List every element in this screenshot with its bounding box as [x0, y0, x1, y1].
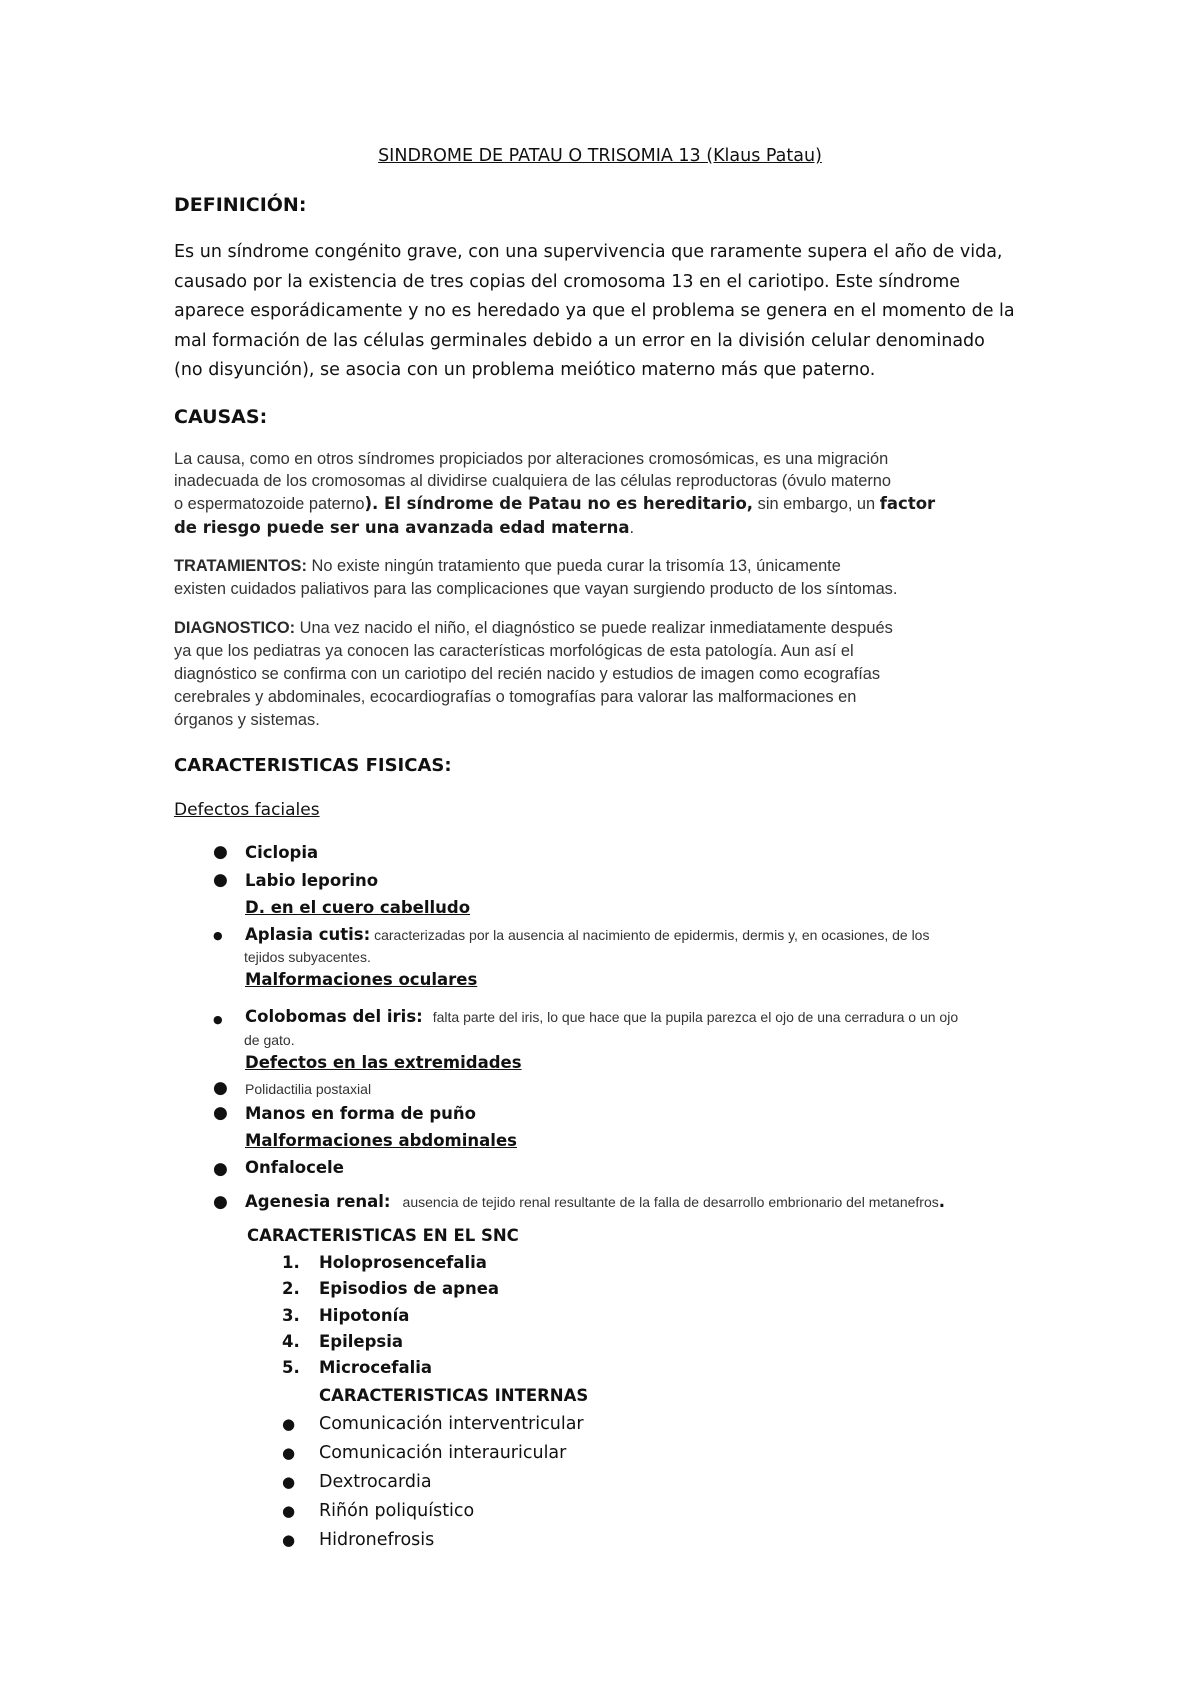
- list-item: Labio leporino: [245, 871, 379, 890]
- bullet-icon: ●: [213, 1013, 223, 1026]
- tratamientos-line: [174, 557, 841, 576]
- list-number: 1.: [282, 1253, 300, 1272]
- coloboma-desc-cont: de gato.: [244, 1032, 295, 1048]
- tratamientos-text: No existe ningún tratamiento que pueda curar la trisomía 13, únicamente: [306, 557, 841, 575]
- aplasia-desc: caracterizadas por la ausencia al nacimiento de epidermis, dermis y, en ocasiones, de los: [370, 927, 930, 943]
- list-number: 5.: [282, 1358, 300, 1377]
- tratamientos-label: TRATAMIENTOS:: [174, 557, 307, 575]
- causas-text: .: [629, 519, 635, 537]
- snc-item: Hipotonía: [319, 1306, 410, 1325]
- defectos-faciales-subheading: Defectos faciales: [174, 800, 320, 820]
- agenesia-end: .: [938, 1192, 946, 1211]
- definicion-line: aparece esporádicamente y no es heredado ya que el problema se genera en el momento de la: [174, 301, 1015, 321]
- bullet-icon: ●: [282, 1415, 296, 1433]
- list-number: 2.: [282, 1279, 300, 1298]
- definicion-line: mal formación de las células germinales debido a un error en la división celular denominado: [174, 331, 985, 351]
- causas-line: inadecuada de los cromosomas al dividirse cualquiera de las células reproductoras (óvulo materno: [174, 472, 892, 490]
- document-title: SINDROME DE PATAU O TRISOMIA 13 (Klaus Patau): [378, 146, 822, 166]
- bullet-icon: ●: [282, 1502, 296, 1520]
- bullet-icon: ●: [213, 870, 228, 890]
- coloboma-label: Colobomas del iris:: [245, 1007, 423, 1026]
- diagnostico-text: Una vez nacido el niño, el diagnóstico se puede realizar inmediatamente después: [295, 619, 893, 637]
- diagnostico-label: DIAGNOSTICO:: [174, 619, 296, 637]
- causas-text: sin embargo, un: [753, 495, 880, 513]
- coloboma-desc: falta parte del iris, lo que hace que la pupila parezca el ojo de una cerradura o un ojo: [432, 1009, 959, 1025]
- bullet-icon: ●: [282, 1473, 296, 1491]
- definicion-line: causado por la existencia de tres copias del cromosoma 13 en el cariotipo. Este síndrome: [174, 272, 961, 292]
- bullet-icon: ●: [213, 929, 223, 942]
- internas-heading: CARACTERISTICAS INTERNAS: [319, 1386, 589, 1405]
- diagnostico-line: cerebrales y abdominales, ecocardiografías o tomografías para valorar las malformaciones en: [174, 688, 857, 706]
- bullet-icon: ●: [282, 1444, 296, 1462]
- list-item: Manos en forma de puño: [245, 1104, 476, 1123]
- definicion-line: Es un síndrome congénito grave, con una supervivencia que raramente supera el año de vida,: [174, 242, 1003, 262]
- internas-item: Comunicación interventricular: [319, 1414, 584, 1434]
- list-item: Ciclopia: [245, 843, 319, 862]
- diagnostico-line: [174, 619, 893, 638]
- snc-item: Epilepsia: [319, 1332, 404, 1351]
- bullet-icon: ●: [213, 842, 228, 862]
- aplasia-label: Aplasia cutis:: [245, 925, 371, 944]
- causas-heading: CAUSAS:: [174, 406, 268, 428]
- diagnostico-line: órganos y sistemas.: [174, 711, 320, 729]
- list-item: Onfalocele: [245, 1158, 344, 1177]
- internas-item: Hidronefrosis: [319, 1530, 435, 1550]
- list-item: [245, 1007, 958, 1026]
- agenesia-label: Agenesia renal:: [245, 1192, 391, 1211]
- diagnostico-line: diagnóstico se confirma con un cariotipo del recién nacido y estudios de imagen como ecografías: [174, 665, 881, 683]
- bullet-icon: ●: [213, 1078, 228, 1098]
- definicion-line: (no disyunción), se asocia con un problema meiótico materno más que paterno.: [174, 360, 876, 380]
- internas-item: Dextrocardia: [319, 1472, 432, 1492]
- definicion-heading: DEFINICIÓN:: [174, 194, 307, 216]
- causas-line: La causa, como en otros síndromes propiciados por alteraciones cromosómicas, es una migración: [174, 450, 889, 468]
- list-item: [245, 925, 929, 944]
- agenesia-desc: ausencia de tejido renal resultante de la falla de desarrollo embrionario del metanefros: [402, 1194, 939, 1210]
- causas-bold-text: de riesgo puede ser una avanzada edad materna: [174, 518, 630, 537]
- list-item: [245, 1192, 945, 1211]
- cuero-cabelludo-subheading: D. en el cuero cabelludo: [245, 898, 471, 917]
- snc-item: Holoprosencefalia: [319, 1253, 487, 1272]
- list-item: Polidactilia postaxial: [245, 1081, 372, 1097]
- list-number: 3.: [282, 1306, 300, 1325]
- causas-text: o espermatozoide paterno: [174, 495, 365, 513]
- internas-item: Riñón poliquístico: [319, 1501, 475, 1521]
- snc-item: Episodios de apnea: [319, 1279, 500, 1298]
- causas-line: [174, 518, 634, 538]
- oculares-subheading: Malformaciones oculares: [245, 970, 478, 989]
- aplasia-desc-cont: tejidos subyacentes.: [244, 949, 371, 965]
- causas-bold-text: factor: [879, 494, 936, 513]
- fisicas-heading: CARACTERISTICAS FISICAS:: [174, 755, 452, 776]
- bullet-icon: ●: [213, 1192, 228, 1212]
- diagnostico-line: ya que los pediatras ya conocen las características morfológicas de esta patología. Aun así el: [174, 642, 854, 660]
- causas-line: [174, 494, 935, 514]
- abdominales-subheading: Malformaciones abdominales: [245, 1131, 517, 1150]
- internas-item: Comunicación interauricular: [319, 1443, 567, 1463]
- bullet-icon: ●: [282, 1531, 296, 1549]
- list-number: 4.: [282, 1332, 300, 1351]
- tratamientos-line: existen cuidados paliativos para las complicaciones que vayan surgiendo producto de los síntomas.: [174, 580, 898, 598]
- snc-heading: CARACTERISTICAS EN EL SNC: [247, 1226, 519, 1245]
- bullet-icon: ●: [213, 1159, 228, 1179]
- causas-bold-text: ). El síndrome de Patau no es hereditario,: [364, 494, 754, 513]
- bullet-icon: ●: [213, 1103, 228, 1123]
- extremidades-subheading: Defectos en las extremidades: [245, 1053, 522, 1072]
- snc-item: Microcefalia: [319, 1358, 433, 1377]
